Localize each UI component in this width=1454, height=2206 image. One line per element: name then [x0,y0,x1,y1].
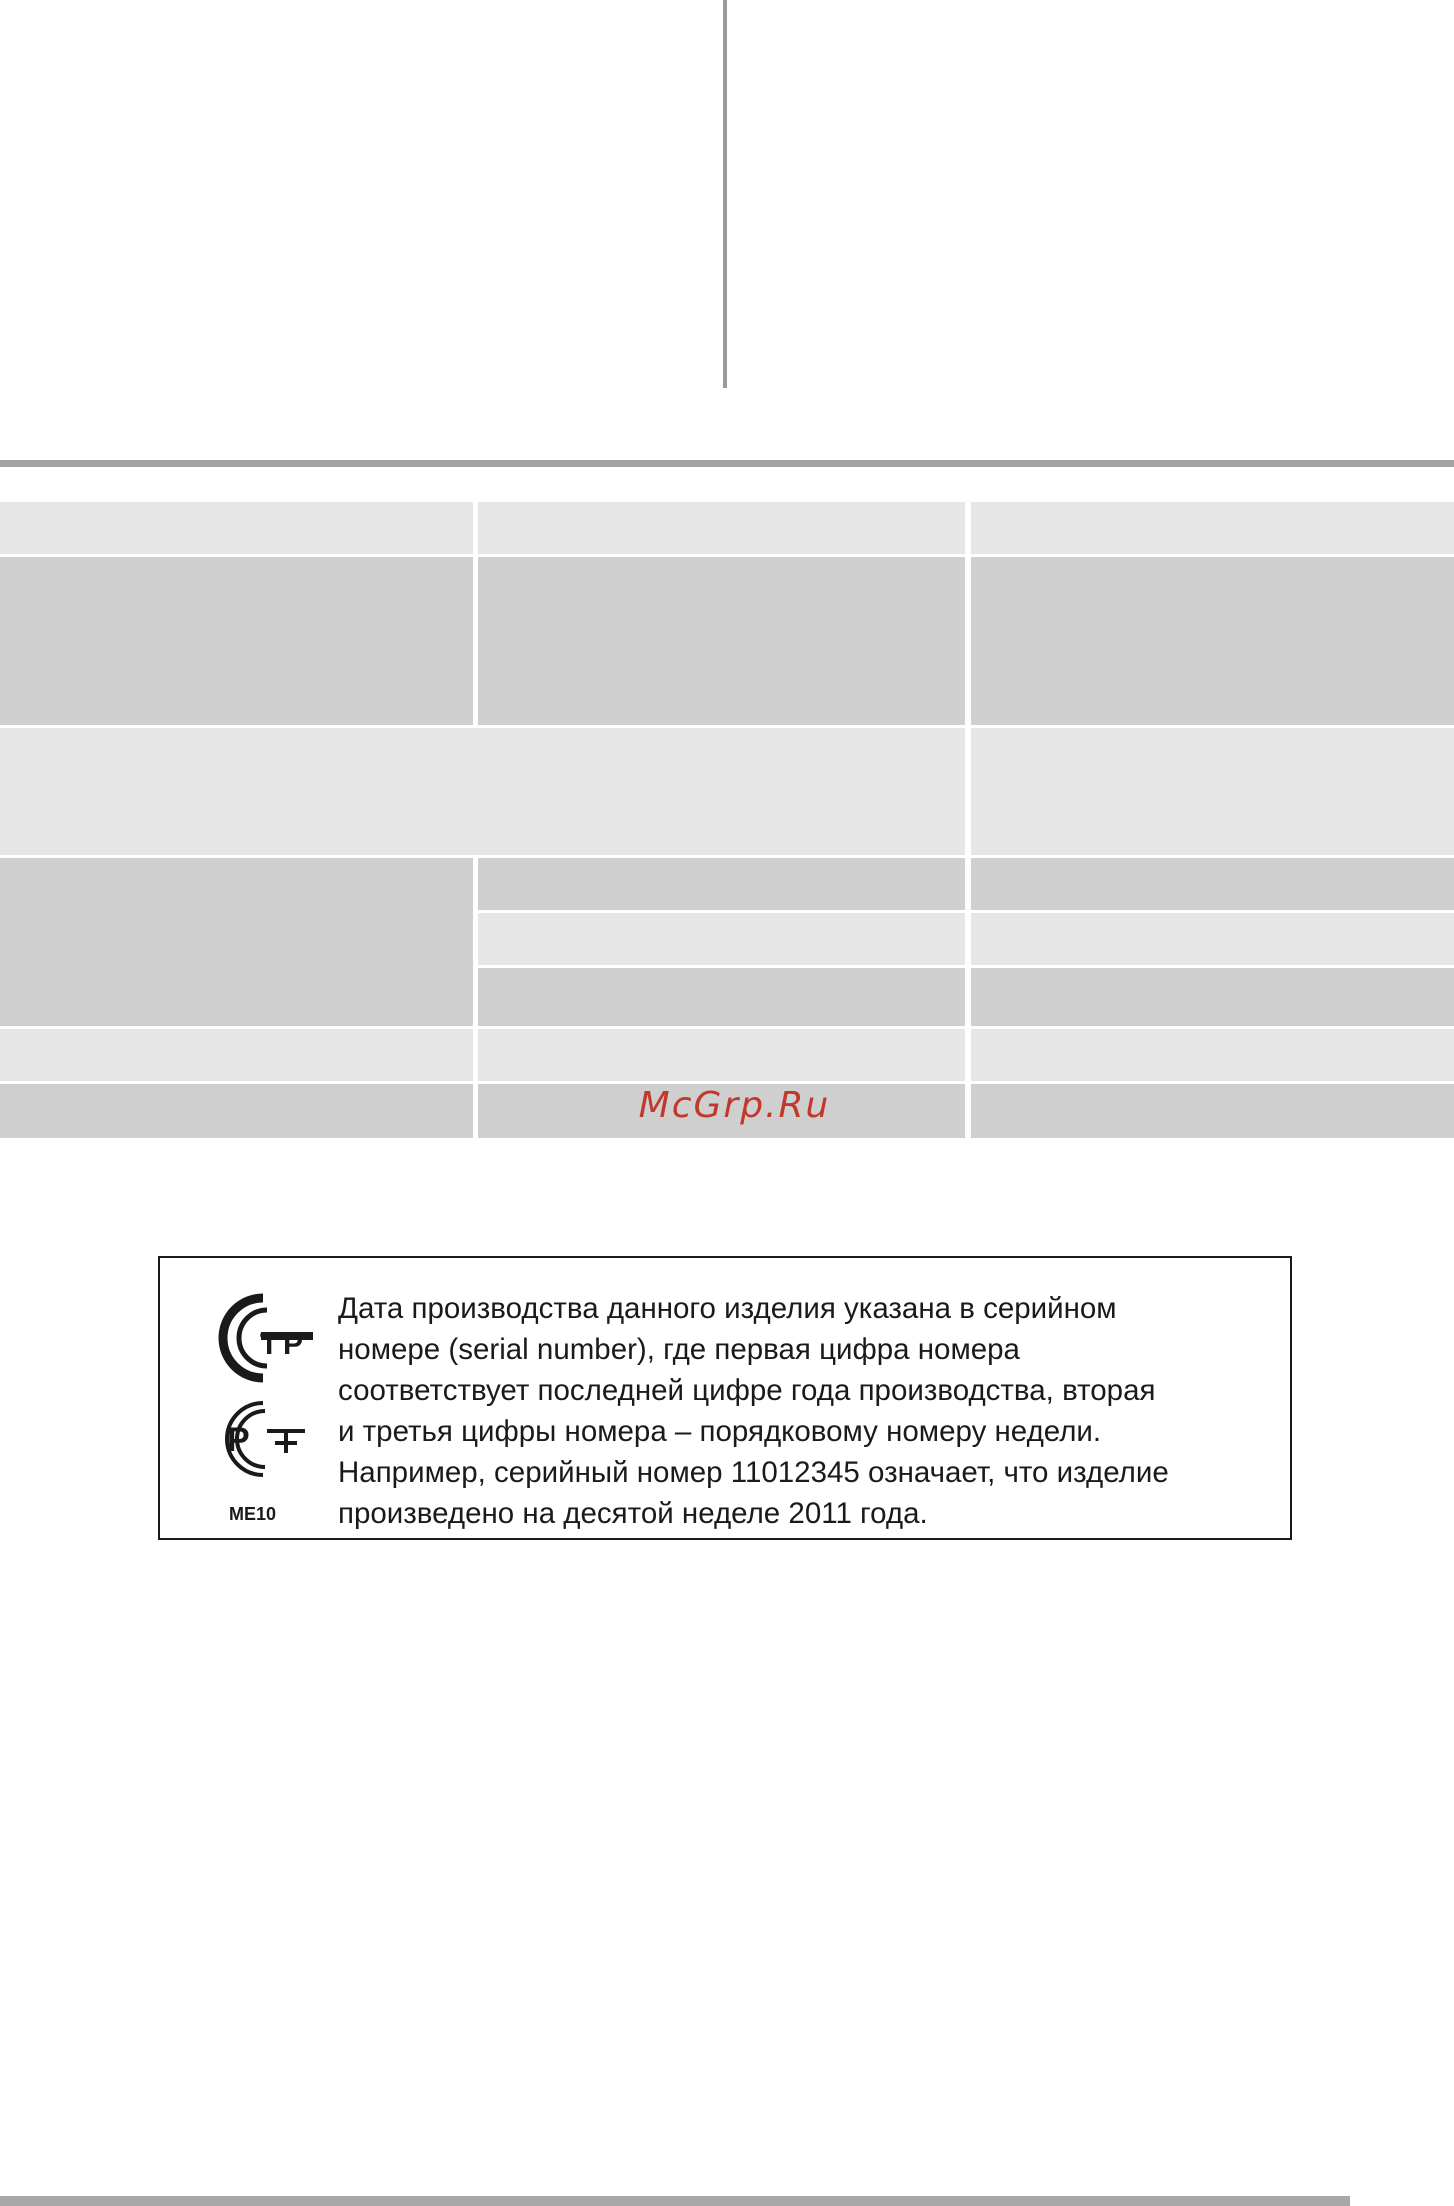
table-cell [478,1029,965,1081]
svg-text:P: P [283,1328,304,1361]
certification-marks [205,1292,313,1524]
table-cell [478,858,965,910]
table-cell [0,557,473,725]
table-cell [478,557,965,725]
table-cell [0,1029,473,1081]
table-cell [971,557,1454,725]
watermark: McGrp.Ru [638,1085,831,1126]
svg-text:T: T [260,1328,279,1361]
rostest-pct-mark-icon [205,1395,313,1485]
column-divider [723,0,727,388]
table-cell [971,968,1454,1026]
notice-line: произведено на десятой неделе 2011 года. [338,1497,928,1530]
table-cell [971,502,1454,554]
notice-line: Дата производства данного изделия указана в серийном [338,1292,1117,1325]
table-cell [971,1084,1454,1138]
table-cell [478,968,965,1026]
section-rule [0,460,1454,467]
notice-line: Например, серийный номер 11012345 означает, что изделие [338,1456,1169,1489]
footer-rule [0,2196,1350,2206]
notice-line: и третья цифры номера – порядковому номеру недели. [338,1415,1102,1448]
table-cell [971,913,1454,965]
table-cell [0,728,965,855]
production-date-notice [158,1256,1292,1540]
table-cell [0,1084,473,1138]
table-cell [0,502,473,554]
table-cell [0,858,473,1026]
table-cell [971,858,1454,910]
svg-text:P: P [227,1421,250,1459]
cert-code: ME10 [229,1504,277,1524]
notice-text [338,1288,1268,1534]
table-cell [478,502,965,554]
eac-ctp-mark-icon [205,1292,313,1384]
table-cell [971,728,1454,855]
table-cell [478,913,965,965]
table-cell [971,1029,1454,1081]
notice-line: номере (serial number), где первая цифра номера [338,1333,1020,1366]
notice-line: соответствует последней цифре года производства, вторая [338,1374,1156,1407]
